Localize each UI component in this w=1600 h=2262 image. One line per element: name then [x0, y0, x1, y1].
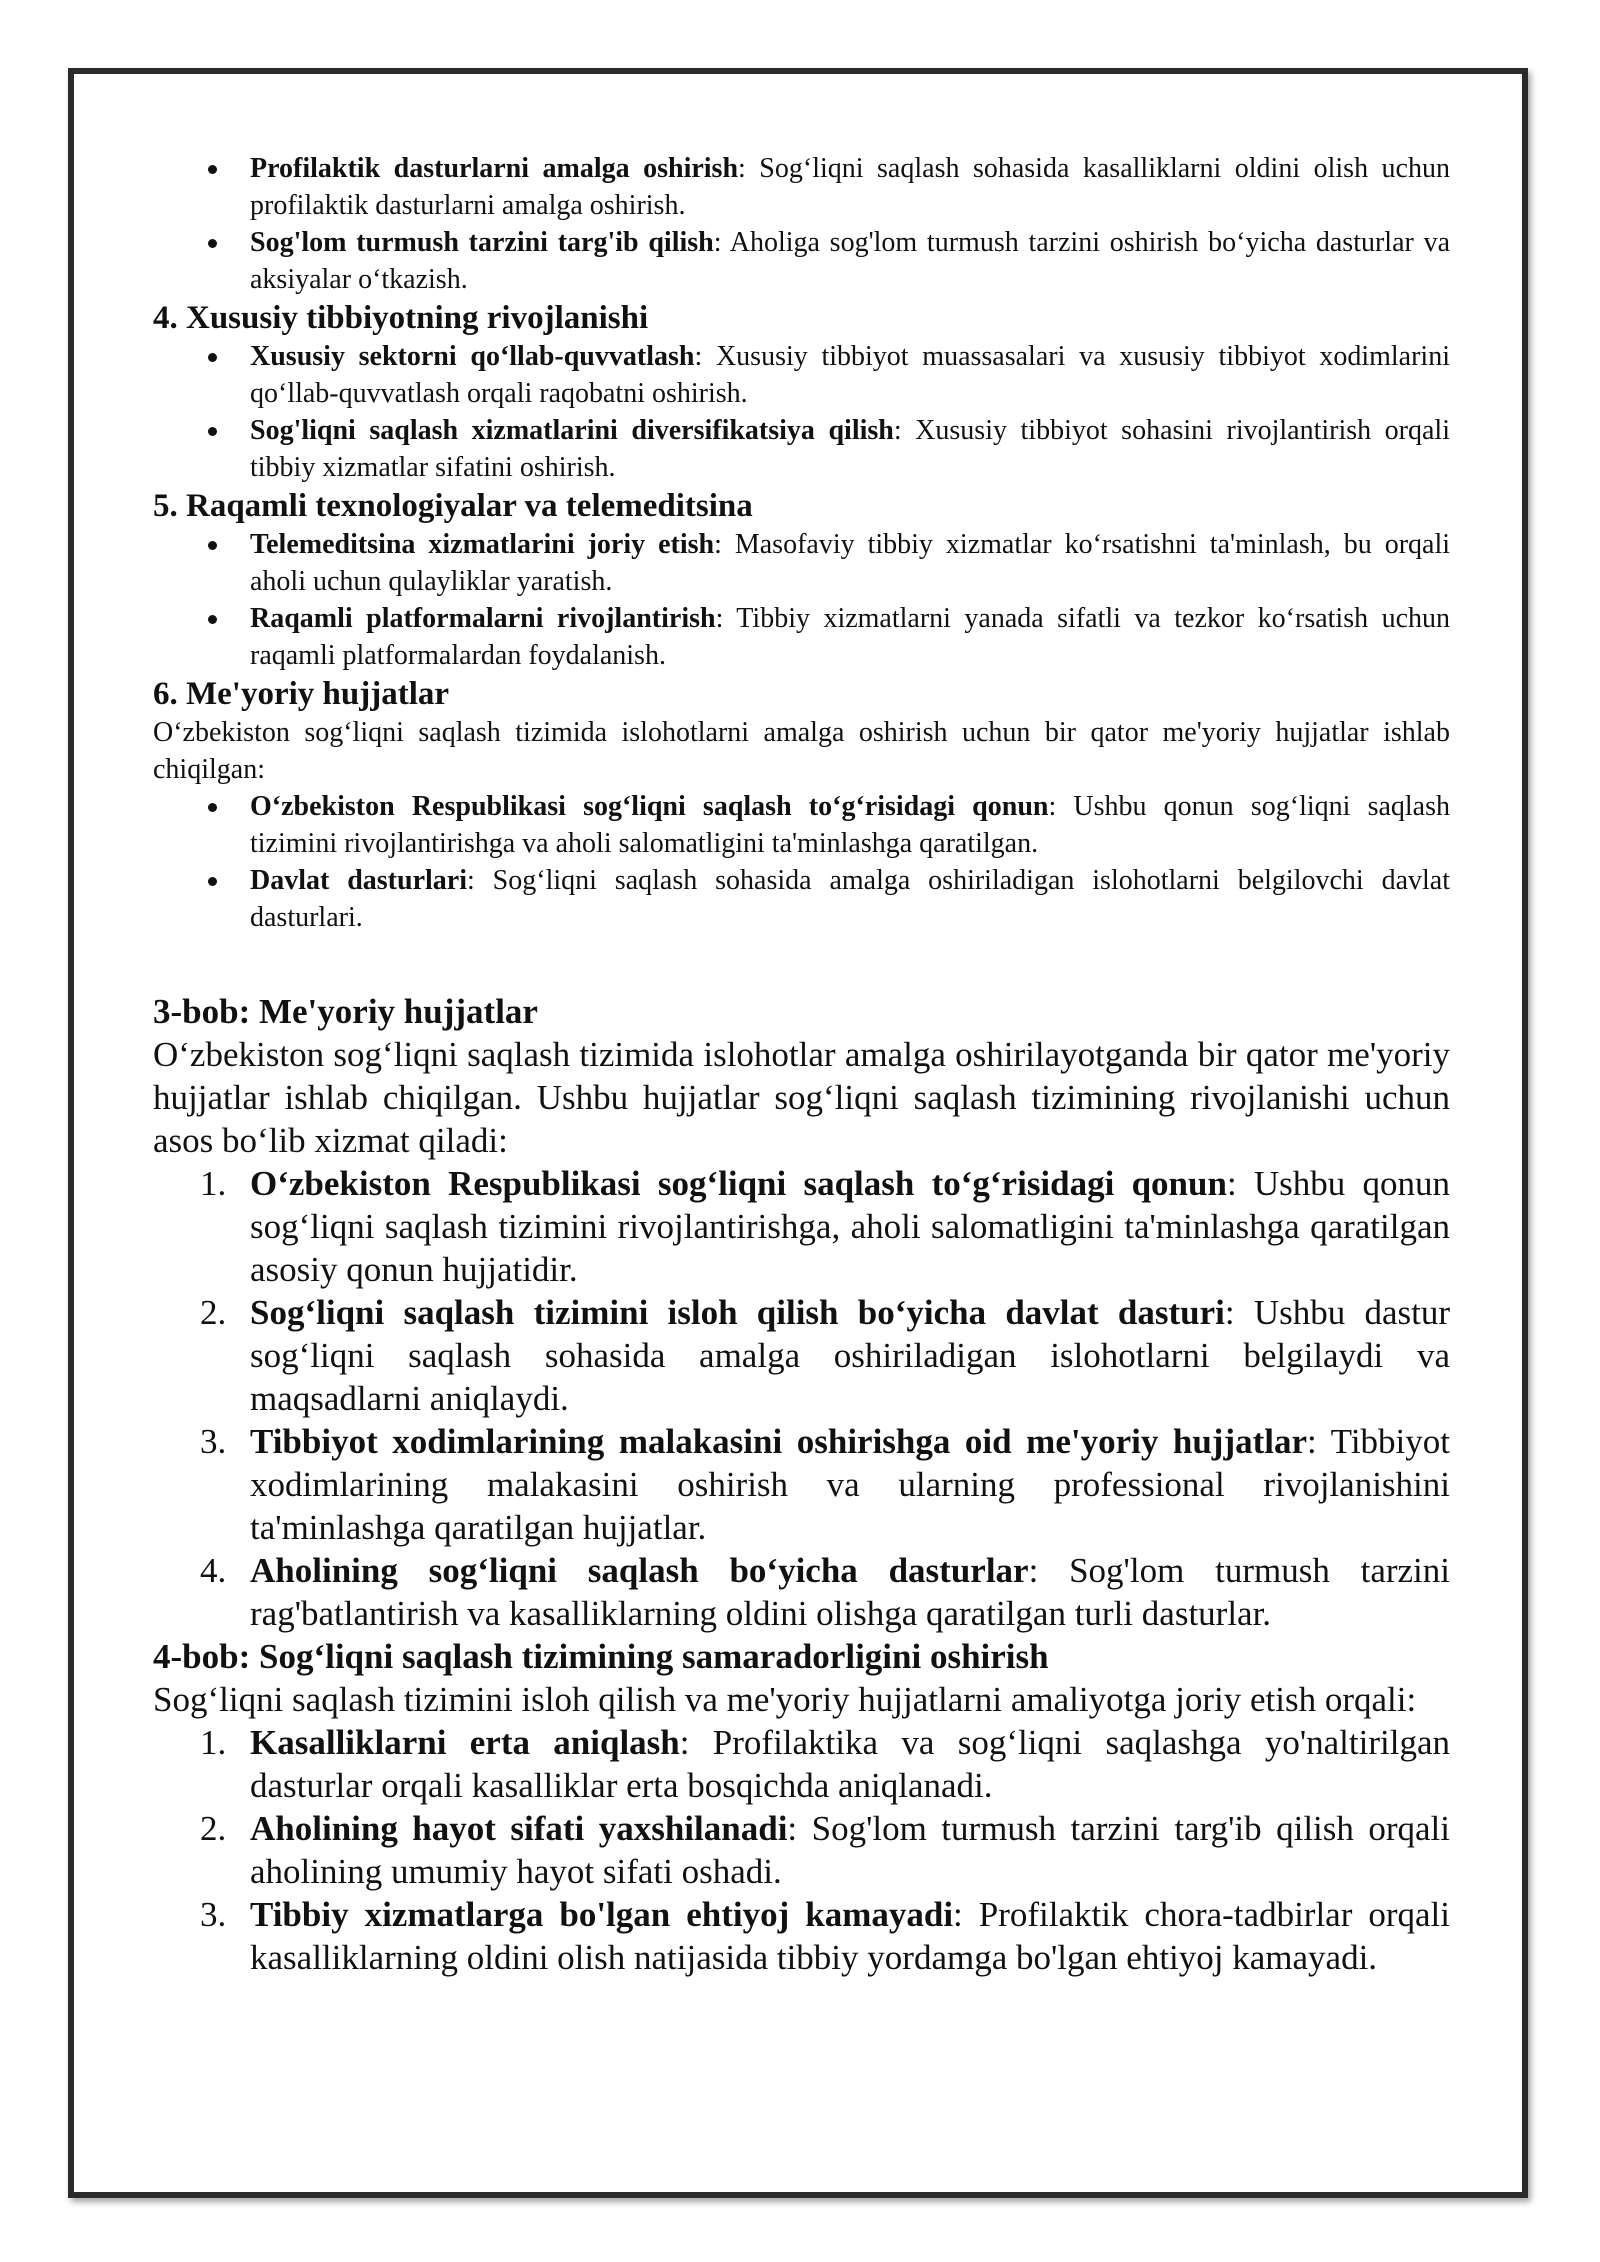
section-previous: [153, 150, 1450, 298]
section-spacer: [153, 936, 1450, 990]
list-item: [250, 526, 1450, 600]
section-heading: 4. Xususiy tibbiyotning rivojlanishi: [153, 300, 649, 336]
list-item: [200, 1291, 1450, 1420]
section-heading: 5. Raqamli texnologiyalar va telemeditsina: [153, 488, 753, 524]
bullet-list: [153, 150, 1450, 298]
bullet-list: [153, 788, 1450, 936]
list-item: [200, 1893, 1450, 1979]
list-item: [250, 150, 1450, 224]
item-term: Xususiy sektorni qo‘llab-quvvatlash: [250, 341, 695, 372]
item-number: 3.: [200, 1422, 227, 1461]
item-text: : Sog'lom turmush tarzini rag'batlantirish va kasalliklarning oldini olishga qaratilgan turli dasturlar.: [250, 1551, 1450, 1633]
chapter-intro: O‘zbekiston sog‘liqni saqlash tizimida islohotlar amalga oshirilayotganda bir qator me'yoriy hujjatlar ishlab chiqilgan. Ushbu hujjatlar sog‘liqni saqlash tizimining rivojlanishi uchun asos bo‘lib xizmat qiladi:: [153, 1035, 1450, 1160]
list-item: [250, 600, 1450, 674]
chapter-3: [153, 990, 1450, 1635]
section-heading: 6. Me'yoriy hujjatlar: [153, 676, 450, 712]
item-term: Aholining sog‘liqni saqlash bo‘yicha dasturlar: [250, 1551, 1029, 1590]
item-text: : Ushbu qonun sog‘liqni saqlash tizimini rivojlantirishga va aholi salomatligini ta'minlashga qaratilgan.: [250, 791, 1450, 859]
item-text: : Sog‘liqni saqlash sohasida amalga oshiriladigan islohotlarni belgilovchi davlat dasturlari.: [250, 865, 1450, 933]
item-text: : Sog‘liqni saqlash sohasida kasalliklarni oldini olish uchun profilaktik dasturlarni amalga oshirish.: [250, 153, 1450, 221]
item-number: 2.: [200, 1809, 227, 1848]
chapter-heading: 4-bob: Sog‘liqni saqlash tizimining samaradorligini oshirish: [153, 1637, 1049, 1676]
document-body: [153, 150, 1450, 1979]
item-term: Raqamli platformalarni rivojlantirish: [250, 603, 716, 634]
item-text: : Tibbiy xizmatlarni yanada sifatli va tezkor ko‘rsatish uchun raqamli platformalardan foydalanish.: [250, 603, 1450, 671]
list-item: [250, 412, 1450, 486]
list-item: [200, 1807, 1450, 1893]
item-term: Sog‘liqni saqlash tizimini isloh qilish bo‘yicha davlat dasturi: [250, 1293, 1225, 1332]
item-number: 2.: [200, 1293, 227, 1332]
list-item: [200, 1162, 1451, 1291]
item-number: 1.: [200, 1723, 227, 1762]
item-text: : Masofaviy tibbiy xizmatlar ko‘rsatishni ta'minlash, bu orqali aholi uchun qulayliklar yaratish.: [250, 529, 1450, 597]
item-term: O‘zbekiston Respublikasi sog‘liqni saqlash to‘g‘risidagi qonun: [250, 791, 1049, 822]
list-item: [250, 788, 1450, 862]
item-text: : Profilaktik chora-tadbirlar orqali kasalliklarning oldini olish natijasida tibbiy yordamga bo'lgan ehtiyoj kamayadi.: [250, 1895, 1450, 1977]
item-term: Sog'liqni saqlash xizmatlarini diversifikatsiya qilish: [250, 415, 894, 446]
item-number: 4.: [200, 1551, 227, 1590]
numbered-list: [153, 1721, 1450, 1979]
section-6: [153, 674, 1450, 936]
chapter-heading: 3-bob: Me'yoriy hujjatlar: [153, 992, 538, 1031]
list-item: [200, 1420, 1451, 1549]
section-intro: O‘zbekiston sog‘liqni saqlash tizimida islohotlarni amalga oshirish uchun bir qator me'yoriy hujjatlar ishlab chiqilgan:: [153, 717, 1450, 785]
item-term: Kasalliklarni erta aniqlash: [250, 1723, 680, 1762]
item-text: : Xususiy tibbiyot muassasalari va xususiy tibbiyot xodimlarini qo‘llab-quvvatlash orqali raqobatni oshirish.: [250, 341, 1450, 409]
item-term: O‘zbekiston Respublikasi sog‘liqni saqlash to‘g‘risidagi qonun: [250, 1164, 1227, 1203]
item-text: : Ushbu dastur sog‘liqni saqlash sohasida amalga oshiriladigan islohotlarni belgilaydi va maqsadlarni aniqlaydi.: [250, 1293, 1450, 1418]
item-text: : Ushbu qonun sog‘liqni saqlash tizimini rivojlantirishga, aholi salomatligini ta'minlashga qaratilgan asosiy qonun hujjatidir.: [250, 1164, 1451, 1289]
bullet-list: [153, 338, 1450, 486]
item-term: Tibbiyot xodimlarining malakasini oshirishga oid me'yoriy hujjatlar: [250, 1422, 1308, 1461]
section-4: [153, 298, 1450, 486]
section-5: [153, 486, 1450, 674]
item-number: 3.: [200, 1895, 227, 1934]
list-item: [200, 1549, 1450, 1635]
item-term: Davlat dasturlari: [250, 865, 467, 896]
bullet-list: [153, 526, 1450, 674]
item-term: Tibbiy xizmatlarga bo'lgan ehtiyoj kamayadi: [250, 1895, 954, 1934]
list-item: [250, 862, 1450, 936]
chapter-intro: Sog‘liqni saqlash tizimini isloh qilish va me'yoriy hujjatlarni amaliyotga joriy etish orqali:: [153, 1680, 1417, 1719]
list-item: [200, 1721, 1450, 1807]
item-text: : Aholiga sog'lom turmush tarzini oshirish bo‘yicha dasturlar va aksiyalar o‘tkazish.: [250, 227, 1451, 295]
item-text: : Profilaktika va sog‘liqni saqlashga yo'naltirilgan dasturlar orqali kasalliklar erta bosqichda aniqlanadi.: [250, 1723, 1450, 1805]
item-text: : Tibbiyot xodimlarining malakasini oshirish va ularning professional rivojlanishini ta'minlashga qaratilgan hujjatlar.: [250, 1422, 1451, 1547]
item-text: : Sog'lom turmush tarzini targ'ib qilish orqali aholining umumiy hayot sifati oshadi.: [250, 1809, 1450, 1891]
item-text: : Xususiy tibbiyot sohasini rivojlantirish orqali tibbiy xizmatlar sifatini oshirish.: [250, 415, 1450, 483]
list-item: [250, 338, 1450, 412]
list-item: [250, 224, 1450, 298]
numbered-list: [153, 1162, 1450, 1635]
item-term: Sog'lom turmush tarzini targ'ib qilish: [250, 227, 714, 258]
chapter-4: [153, 1635, 1450, 1979]
item-term: Profilaktik dasturlarni amalga oshirish: [250, 153, 739, 184]
item-term: Telemeditsina xizmatlarini joriy etish: [250, 529, 715, 560]
item-term: Aholining hayot sifati yaxshilanadi: [250, 1809, 788, 1848]
item-number: 1.: [200, 1164, 227, 1203]
